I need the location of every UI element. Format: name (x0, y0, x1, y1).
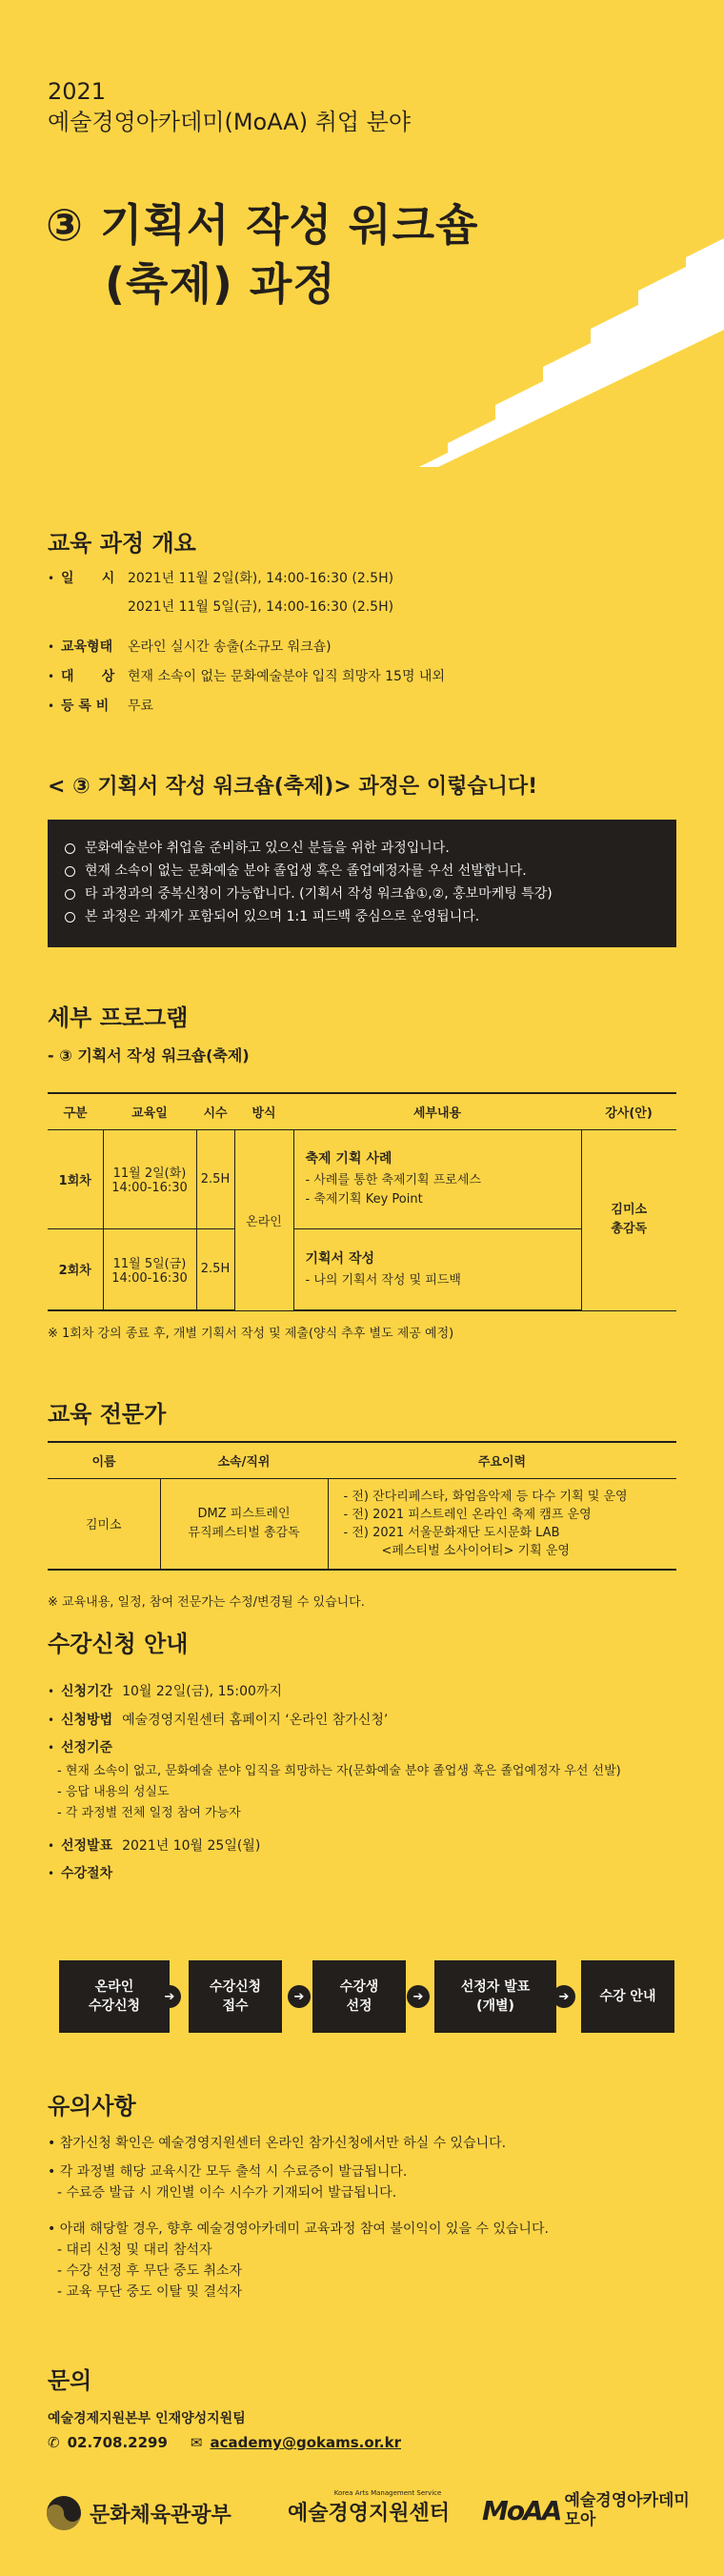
notes-title: 유의사항 (48, 2093, 136, 2120)
overview-label: 대 상 (61, 669, 115, 684)
program-table (48, 1092, 676, 1311)
contact-info (48, 2434, 401, 2451)
intro-item: 본 과정은 과제가 포함되어 있으며 1:1 피드백 중심으로 운영됩니다. (65, 905, 659, 928)
col-header: 구분 (48, 1093, 103, 1129)
logo-moaa: MoAA 예술경영아카데미 모아 (482, 2491, 690, 2529)
overview-list (48, 569, 445, 725)
contact-email[interactable]: academy@gokams.or.kr (210, 2434, 401, 2451)
bullet-icon: • (48, 670, 55, 683)
arrow-right-icon: ➔ (158, 1985, 181, 2008)
overview-value: 2021년 11월 5일(금), 14:00-16:30 (2.5H) (128, 599, 394, 615)
notes-item: • 참가신청 확인은 예술경영지원센터 온라인 참가신청에서만 하실 수 있습니다. (48, 2136, 507, 2151)
bullet-icon: • (48, 2164, 60, 2180)
overview-value: 무료 (128, 699, 154, 714)
expert-affiliation: DMZ 피스트레인 뮤직페스티벌 총감독 (160, 1478, 328, 1570)
arrow-right-icon: ➔ (553, 1985, 575, 2008)
circle-icon (65, 866, 75, 877)
circle-icon (65, 843, 75, 854)
overview-label: 일 시 (61, 571, 115, 586)
date-cell: 11월 5일(금) 14:00-16:30 (103, 1228, 196, 1310)
contact-dept: 예술경제지원본부 인재양성지원팀 (48, 2411, 246, 2426)
overview-row-date2 (48, 598, 445, 638)
phone-icon: ✆ (48, 2434, 60, 2451)
circle-icon (65, 889, 75, 900)
bullet-icon: • (48, 1685, 55, 1698)
expert-history: - 전) 잔다리페스타, 화엄음악제 등 다수 기획 및 운영 - 전) 2021 피스트레인 온라인 축제 캠프 운영 - 전) 2021 서울문화재단 도시문화 LAB <페스티벌 소사이어티> 기획 운영 (328, 1478, 676, 1570)
col-header: 세부내용 (293, 1093, 581, 1129)
col-header: 강사(안) (581, 1093, 676, 1129)
process-step-guide: 수강 안내 (581, 1960, 674, 2033)
bullet-icon: • (48, 1714, 55, 1727)
process-step-online-apply: 온라인 수강신청 (59, 1960, 170, 2033)
taegeuk-icon (46, 2495, 82, 2531)
session-cell: 1회차 (48, 1129, 103, 1228)
overview-value: 온라인 실시간 송출(소규모 워크숍) (128, 639, 332, 655)
col-header: 이름 (48, 1442, 160, 1478)
date-cell: 11월 2일(화) 14:00-16:30 (103, 1129, 196, 1228)
table-row (48, 1129, 676, 1228)
hours-cell: 2.5H (196, 1228, 234, 1310)
bullet-icon: • (48, 700, 55, 713)
logo-kams: Korea Arts Management Service 예술경영지원센터 (288, 2489, 451, 2525)
process-step-selection: 수강생 선정 (312, 1960, 406, 2033)
notes-item: • 아래 해당할 경우, 향후 예술경영아카데미 교육과정 참여 불이익이 있을 수 있습니다. - 대리 신청 및 대리 참석자 - 수강 선정 후 무단 중도 취소자 - 교육 무단 중도 이탈 및 결석자 (48, 2221, 549, 2300)
contact-title: 문의 (48, 2367, 92, 2394)
table-row (48, 1478, 676, 1570)
col-header: 주요이력 (328, 1442, 676, 1478)
application-announce: • 선정발표 2021년 10월 25일(월) (48, 1830, 621, 1862)
overview-label: 등 록 비 (61, 699, 110, 714)
logo-mcst: 문화체육관광부 (46, 2495, 231, 2531)
table-header-row (48, 1093, 676, 1129)
overview-value: 2021년 11월 2일(화), 14:00-16:30 (2.5H) (128, 571, 394, 586)
overview-title: 교육 과정 개요 (48, 530, 196, 557)
experts-title: 교육 전문가 (48, 1401, 167, 1428)
experts-table (48, 1441, 676, 1571)
application-period: • 신청기간 10월 22일(금), 15:00까지 (48, 1677, 621, 1706)
application-title: 수강신청 안내 (48, 1631, 189, 1657)
overview-row-date1 (48, 569, 445, 598)
header-year: 2021 (48, 78, 107, 105)
page-title-line1: ③ 기획서 작성 워크숍 (46, 199, 479, 251)
experts-note: ※ 교육내용, 일정, 참여 전문가는 수정/변경될 수 있습니다. (48, 1595, 365, 1610)
application-method: • 신청방법 예술경영지원센터 홈페이지 ‘온라인 참가신청’ (48, 1706, 621, 1734)
col-header: 교육일 (103, 1093, 196, 1129)
intro-item: 현재 소속이 없는 문화예술 분야 졸업생 혹은 졸업예정자를 우선 선발합니다. (65, 860, 659, 882)
bullet-icon: • (48, 1741, 55, 1755)
header-subtitle: 예술경영아카데미(MoAA) 취업 분야 (48, 109, 412, 135)
program-subtitle: - ③ 기획서 작성 워크숍(축제) (48, 1046, 250, 1065)
content-cell: 기획서 작성 - 나의 기획서 작성 및 피드백 (293, 1228, 581, 1310)
application-process: • 수강절차 (48, 1862, 621, 1885)
mail-icon: ✉ (190, 2434, 203, 2451)
application-criteria: • 선정기준 (48, 1734, 621, 1761)
expert-name: 김미소 (48, 1478, 160, 1570)
decorative-stripes (419, 238, 724, 467)
overview-row-fee (48, 697, 445, 725)
overview-label: 교육형태 (61, 639, 113, 655)
bullet-icon: • (48, 1839, 55, 1853)
circle-icon (65, 912, 75, 923)
contact-phone[interactable]: 02.708.2299 (67, 2434, 168, 2451)
overview-row-target (48, 667, 445, 697)
course-intro-title: < ③ 기획서 작성 워크숍(축제)> 과정은 이렇습니다! (48, 775, 538, 799)
program-note: ※ 1회차 강의 종료 후, 개별 기획서 작성 및 제출(양식 추후 별도 제공 예정) (48, 1327, 454, 1341)
instructor-cell: 김미소 총감독 (581, 1129, 676, 1310)
content-cell: 축제 기획 사례 - 사례를 통한 축제기획 프로세스 - 축제기획 Key Point (293, 1129, 581, 1228)
method-cell: 온라인 (234, 1129, 293, 1310)
notes-item: • 각 과정별 해당 교육시간 모두 출석 시 수료증이 발급됩니다. - 수료증 발급 시 개인별 이수 시수가 기재되어 발급됩니다. (48, 2164, 408, 2201)
arrow-right-icon: ➔ (288, 1985, 311, 2008)
session-cell: 2회차 (48, 1228, 103, 1310)
application-list (48, 1677, 621, 1885)
course-intro-box (48, 820, 676, 947)
bullet-icon: • (48, 640, 55, 654)
program-title: 세부 프로그램 (48, 1004, 189, 1031)
intro-item: 타 과정과의 중복신청이 가능합니다. (기획서 작성 워크숍①,②, 홍보마케팅 특강) (65, 882, 659, 905)
moaa-mark: MoAA (482, 2494, 561, 2526)
col-header: 소속/직위 (160, 1442, 328, 1478)
overview-value: 현재 소속이 없는 문화예술분야 입직 희망자 15명 내외 (128, 669, 445, 684)
col-header: 방식 (234, 1093, 293, 1129)
process-step-receipt: 수강신청 접수 (189, 1960, 282, 2033)
intro-item: 문화예술분야 취업을 준비하고 있으신 분들을 위한 과정입니다. (65, 837, 659, 860)
col-header: 시수 (196, 1093, 234, 1129)
hours-cell: 2.5H (196, 1129, 234, 1228)
arrow-right-icon: ➔ (407, 1985, 430, 2008)
bullet-icon: • (48, 572, 55, 585)
bullet-icon: • (48, 2221, 60, 2237)
page-title-line2: (축제) 과정 (105, 258, 336, 310)
process-step-announcement: 선정자 발표 (개별) (434, 1960, 556, 2033)
bullet-icon: • (48, 1867, 55, 1880)
table-header-row (48, 1442, 676, 1478)
overview-row-format (48, 638, 445, 667)
criteria-list: - 현재 소속이 없고, 문화예술 분야 입직을 희망하는 자(문화예술 분야 졸업생 혹은 졸업예정자 우선 선발) - 응답 내용의 성실도 - 각 과정별 전체 일정 참여 가능자 (57, 1764, 621, 1820)
bullet-icon: • (48, 2136, 60, 2151)
